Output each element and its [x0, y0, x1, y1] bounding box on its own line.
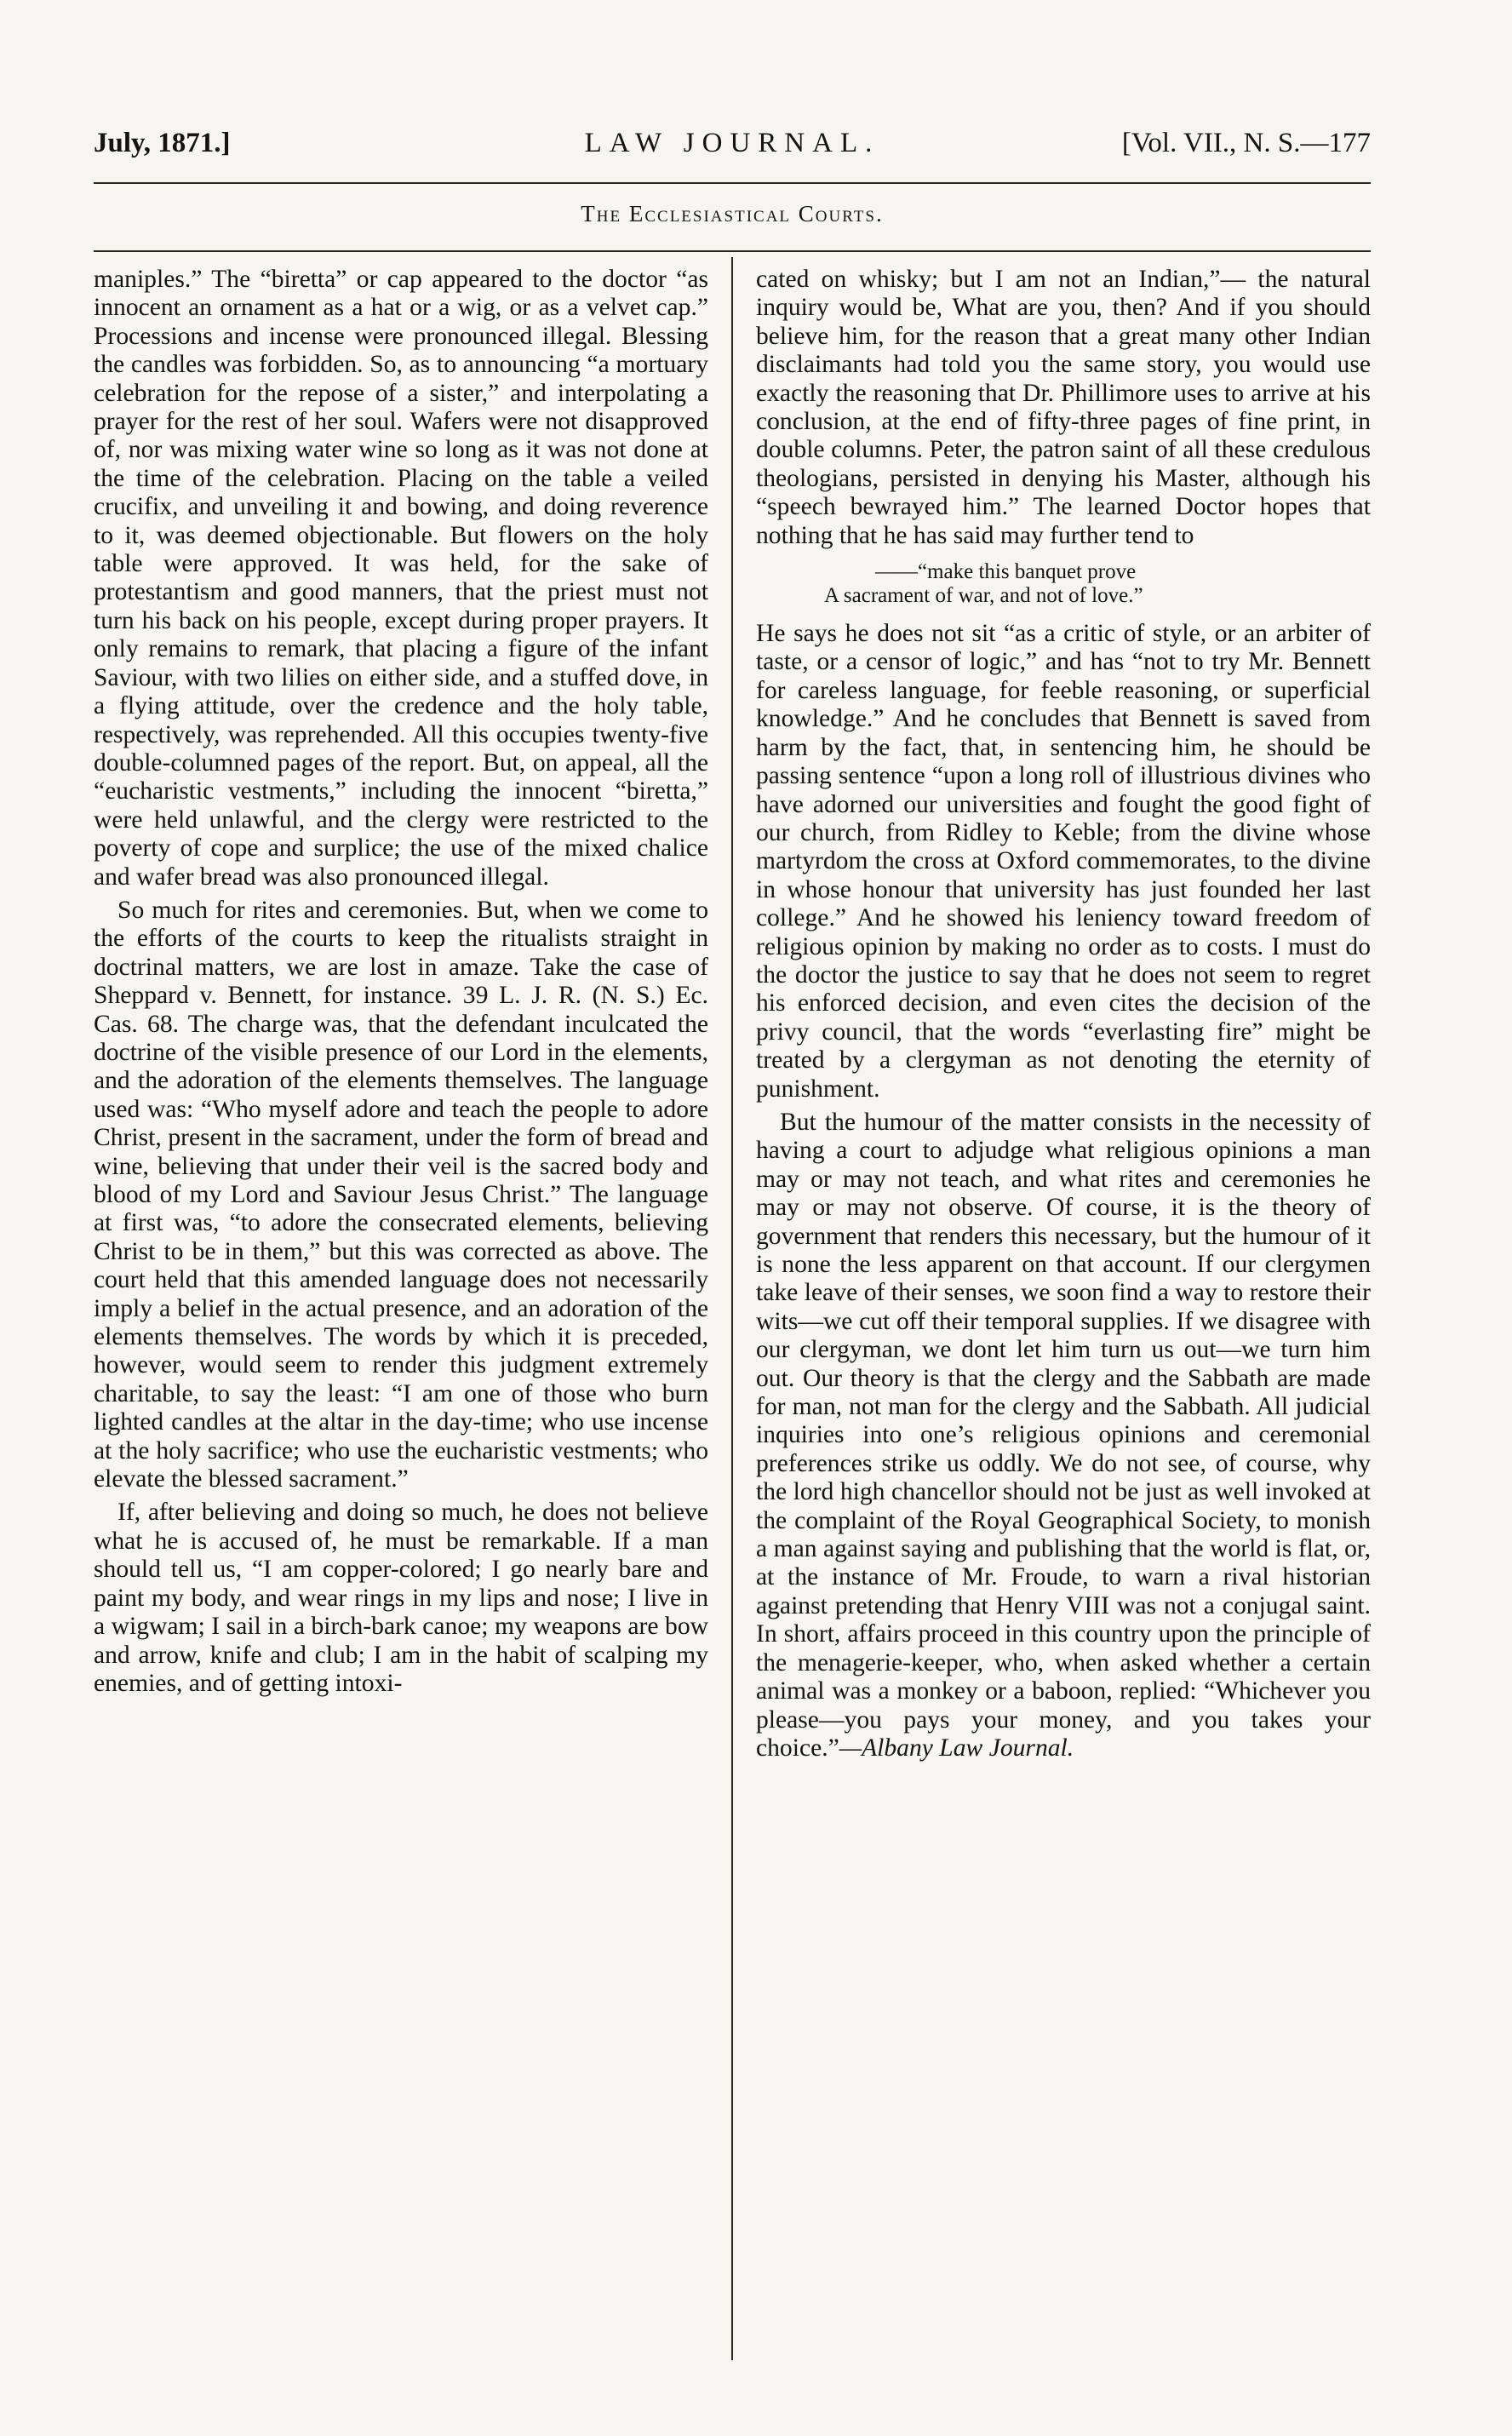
- verse-line: ——“make this banquet prove: [875, 560, 1137, 584]
- header-date: July, 1871.]: [94, 128, 231, 158]
- header-rule: [94, 182, 1371, 184]
- paragraph-text: But the humour of the matter consists in the necessity of having a court to adjudge what religious opinions a man may or may not teach, and what rites and ceremonies he may or may not observe. Of course, it is the theory of government that renders this necessary, but the humour of it is none the less apparent on that account. If our clergymen take leave of their senses, we soon find a way to restore their wits—we cut off their temporal supplies. If we disagree with our clergyman, we dont let him turn us out—we turn him out. Our theory is that the clergy and the Sabbath are made for man, not man for the clergy and the Sabbath. All judicial inquiries into one’s religious opinions and ceremonial preferences strike us oddly. We do not see, of course, why the lord high chancellor should not be just as well invoked at the complaint of the Royal Geographical Society, to monish a man against saying and publishing that the world is flat, or, at the instance of Mr. Froude, to warn a rival historian against pretending that Henry VIII was not a conjugal saint. In short, affairs proceed in this country upon the principle of the menagerie-keeper, who, when asked whether a certain animal was a monkey or a baboon, replied: “Whichever you please—you pays your money, and you takes your choice.”: [756, 1108, 1371, 1762]
- paragraph: cated on whisky; but I am not an Indian,”— the natural inquiry would be, What are you, then? And if you should believe him, for the reason that a great many other Indian disclaimants had told you the same story, you would use exactly the reasoning that Dr. Phillimore uses to arrive at his conclusion, at the end of fifty-three pages of fine print, in double columns. Peter, the patron saint of all these credulous theologians, persisted in denying his Master, although his “speech bewrayed him.” The learned Doctor hopes that nothing that he has said may further tend to: [756, 266, 1371, 549]
- header-journal-title: LAW JOURNAL.: [584, 128, 880, 158]
- right-column: [756, 266, 1371, 1768]
- paragraph: maniples.” The “biretta” or cap appeared to the doctor “as innocent an ornament as a hat or a wig, or as a velvet cap.” Processions and incense were pronounced illegal. Blessing the candles was forbidden. So, as to announcing “a mortuary celebration for the repose of a sister,” and interpolating a prayer for the rest of her soul. Wafers were not disapproved of, nor was mixing water wine so long as it was not done at the time of the celebration. Placing on the table a veiled crucifix, and unveiling it and bowing, and doing reverence to it, was deemed objectionable. But flowers on the holy table were approved. It was held, for the sake of protestantism and good manners, that the priest must not turn his back on his people, except during proper prayers. It only remains to remark, that placing a figure of the infant Saviour, with two lilies on either side, and a stuffed dove, in a flying attitude, over the credence and the holy table, respectively, was reprehended. All this occupies twenty-five double-columned pages of the report. But, on appeal, all the “eucharistic vestments,” including the innocent “biretta,” were held unlawful, and the clergy were restricted to the poverty of cope and surplice; the use of the mixed chalice and wafer bread was also pronounced illegal.: [94, 266, 708, 891]
- paragraph: So much for rites and ceremonies. But, when we come to the efforts of the courts to keep the ritualists straight in doctrinal matters, we are lost in amaze. Take the case of Sheppard v. Bennett, for instance. 39 L. J. R. (N. S.) Ec. Cas. 68. The charge was, that the defendant inculcated the doctrine of the visible presence of our Lord in the elements, and the adoration of the elements themselves. The language used was: “Who myself adore and teach the people to adore Christ, present in the sacrament, under the form of bread and wine, believing that under their veil is the sacred body and blood of my Lord and Saviour Jesus Christ.” The language at first was, “to adore the consecrated elements, believing Christ to be in them,” but this was corrected as above. The court held that this amended language does not necessarily imply a belief in the actual presence, and an adoration of the elements themselves. The words by which it is preceded, however, would seem to render this judgment extremely charitable, to say the least: “I am one of those who burn lighted candles at the altar in the day-time; who use incense at the holy sacrifice; who use the eucharistic vestments; who elevate the blessed sacrament.”: [94, 896, 708, 1493]
- signature: —Albany Law Journal.: [839, 1734, 1074, 1762]
- paragraph: He says he does not sit “as a critic of style, or an arbiter of taste, or a censor of logic,” and has “not to try Mr. Bennett for careless language, for feeble reasoning, or superficial knowledge.” And he concludes that Bennett is saved from harm by the fact, that, in sentencing him, he should be passing sentence “upon a long roll of illustrious divines who have adorned our universities and fought the good fight of our church, from Ridley to Keble; from the divine whose martyrdom the cross at Oxford commemorates, to the divine in whose honour that university has just founded her last college.” And he showed his leniency toward freedom of religious opinion by making no order as to costs. I must do the doctor the justice to say that he does not seem to regret his enforced decision, and even cites the decision of the privy council, that the words “everlasting fire” might be treated by a clergyman as not denoting the eternity of punishment.: [756, 620, 1371, 1103]
- running-header: [94, 128, 1371, 170]
- paragraph: [756, 1109, 1371, 1763]
- section-rule: [94, 250, 1371, 252]
- left-column: [94, 266, 708, 1703]
- verse-line: A sacrament of war, and not of love.”: [824, 584, 1143, 608]
- paragraph: If, after believing and doing so much, he does not believe what he is accused of, he must be remarkable. If a man should tell us, “I am copper-colored; I go nearly bare and paint my body, and wear rings in my lips and nose; I live in a wigwam; I sail in a birch-bark canoe; my weapons are bow and arrow, knife and club; I am in the habit of scalping my enemies, and of getting intoxi-: [94, 1499, 708, 1697]
- verse-quote: [756, 560, 1371, 608]
- column-divider: [731, 257, 733, 2360]
- header-volume-page: [Vol. VII., N. S.—177: [1121, 128, 1371, 158]
- section-title: The Ecclesiastical Courts.: [581, 201, 884, 226]
